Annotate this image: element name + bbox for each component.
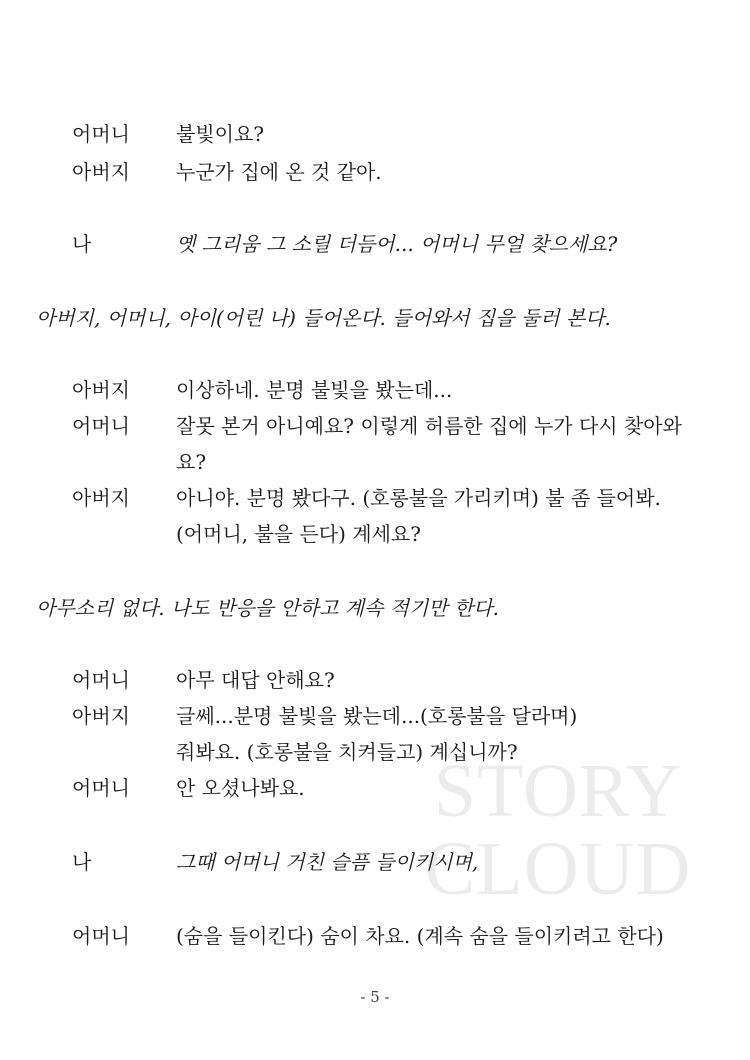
watermark-line1: STORY	[433, 749, 683, 833]
speaker-name: 아버지	[72, 486, 130, 510]
dialogue-text: 아무 대답 안해요?	[176, 668, 335, 692]
speaker-name: 어머니	[72, 924, 130, 948]
dialogue-text: 이상하네. 분명 불빛을 봤는데...	[176, 378, 453, 402]
dialogue-text: 글쎄...분명 불빛을 봤는데...(호롱불을 달라며)	[176, 704, 578, 728]
stage-direction: 아버지, 어머니, 아이(어린 나) 들어온다. 들어와서 집을 둘러 본다.	[36, 306, 611, 330]
speaker-name: 나	[72, 232, 92, 256]
page-number: - 5 -	[360, 988, 390, 1006]
watermark	[408, 749, 708, 911]
speaker-name: 아버지	[72, 704, 130, 728]
speaker-name: 어머니	[72, 122, 130, 146]
speaker-name: 나	[72, 850, 92, 874]
dialogue-text: 안 오셨나봐요.	[176, 776, 305, 800]
speaker-name: 아버지	[72, 378, 130, 402]
watermark-line2: CLOUD	[424, 827, 692, 911]
dialogue-text: 아니야. 분명 봤다구. (호롱불을 가리키며) 불 좀 들어봐.	[176, 486, 661, 510]
dialogue-text: 줘봐요. (호롱불을 치켜들고) 계십니까?	[176, 740, 518, 764]
dialogue-text: (어머니, 불을 든다) 계세요?	[176, 522, 421, 546]
dialogue-text: 누군가 집에 온 것 같아.	[176, 160, 382, 184]
speaker-name: 어머니	[72, 776, 130, 800]
stage-direction: 아무소리 없다. 나도 반응을 안하고 계속 적기만 한다.	[36, 596, 499, 620]
speaker-name: 아버지	[72, 160, 130, 184]
narration-text: 옛 그리움 그 소릴 더듬어... 어머니 무얼 찾으세요?	[176, 232, 618, 256]
dialogue-text: 잘못 본거 아니예요? 이렇게 허름한 집에 누가 다시 찾아와	[176, 414, 682, 438]
dialogue-text: 요?	[176, 450, 207, 474]
speaker-name: 어머니	[72, 414, 130, 438]
narration-text: 그때 어머니 거친 슬픔 들이키시며,	[176, 850, 479, 874]
speaker-name: 어머니	[72, 668, 130, 692]
dialogue-text: (숨을 들이킨다) 숨이 차요. (계속 숨을 들이키려고 한다)	[176, 924, 664, 948]
dialogue-text: 불빛이요?	[176, 122, 265, 146]
